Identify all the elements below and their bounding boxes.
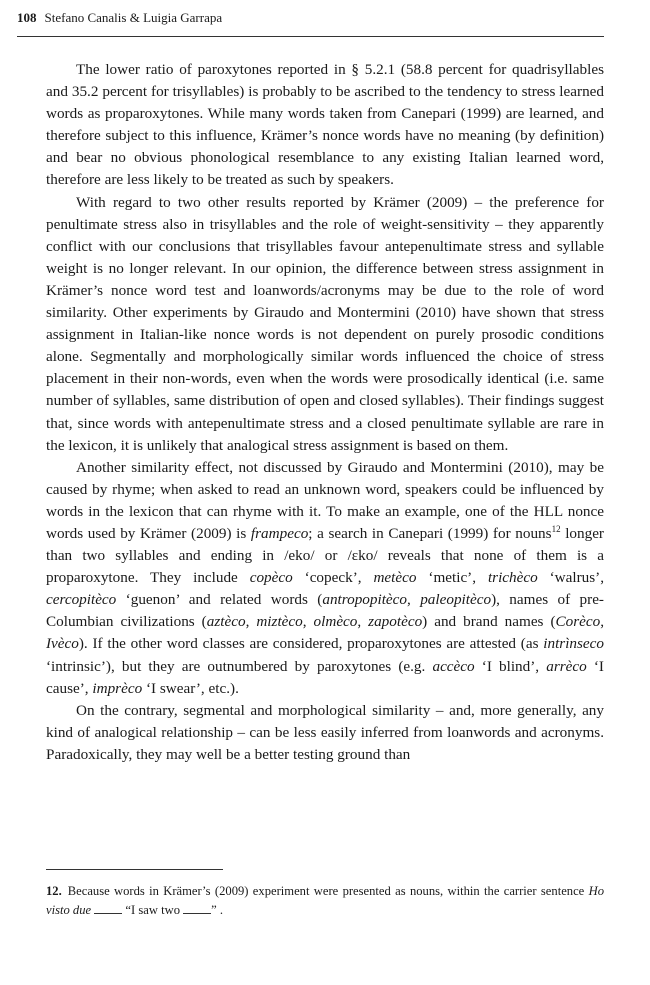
- page-number: 108: [17, 10, 37, 25]
- paragraph-2: With regard to two other results reported by Krämer (2009) – the preference for penultimate stress also in trisyllables and the role of weight-sensitivity – they apparently conflict with our conclusions that trisyllables favour antepenultimate stress and syllable weight is no longer relevant. In our opinion, the difference between stress assignment in Krämer’s nonce word test and loanwords/acronyms may be due to the role of word similarity. Other experiments by Giraudo and Montermini (2010) have shown that stress assignment in Italian-like nonce words is not dependent on purely prosodic conditions alone. Segmentally and morphologically similar words influenced the choice of stress placement in their non-words, even when the words were prosodically identical (i.e. same number of syllables, same distribution of open and closed syllables). Their findings suggest that, since words with antepenultimate stress and a closed penultimate syllable are rare in the lexicon, it is unlikely that analogical stress assignment is based on them.: [46, 193, 604, 454]
- paragraph-3: Another similarity effect, not discussed by Giraudo and Montermini (2010), may be caused by rhyme; when asked to read an unknown word, speakers could be influenced by words in the lexicon that can rhyme with it. To make an example, one of the HLL nonce words used by Krämer (2009) is frampeco; a search in Canepari (1999) for nouns$^{12}$ longer than two syllables and ending in /eko/ or /ɛko/ reveals that none of them is a proparoxytone. They include copèco ‘copeck’, metèco ‘metic’, trichèco ‘walrus’, cercopitèco ‘guenon’ and related words (antropopitèco, paleopitèco), names of pre-Columbian civilizations (aztèco, miztèco, olmèco, zapotèco) and brand names (Corèco, Ivèco). If the other word classes are considered, proparoxytones are attested (as intrìnseco ‘intrinsic’), but they are outnumbered by paroxytones (e.g. accèco ‘I blind’, arrèco ‘I cause’, imprèco ‘I swear’, etc.).: [46, 458, 605, 697]
- paragraph-4: On the contrary, segmental and morphological similarity – and, more generally, any kind of analogical relationship – can be less easily inferred from loanwords and acronyms. Paradoxically, they may well be a better testing ground than: [46, 701, 604, 763]
- blank-line: [94, 902, 122, 914]
- footnote-ref-12[interactable]: 12: [551, 523, 561, 534]
- footnote-italic: Ho visto due: [46, 884, 604, 917]
- running-header: [17, 10, 604, 37]
- body-text: [46, 59, 604, 766]
- paragraph-1: The lower ratio of paroxytones reported in § 5.2.1 (58.8 percent for quadrisyllables and 35.2 percent for trisyllables) is probably to be ascribed to the tendency to stress learned words as proparoxytones. While many words taken from Canepari (1999) are learned, and therefore subject to this influence, Krämer’s nonce words have no meaning (by definition) and bear no obvious phonological resemblance to any existing Italian learned word, therefore are less likely to be treated as such by speakers.: [46, 61, 604, 189]
- blank-line: [183, 902, 211, 914]
- footnote-12: 12. Because words in Krämer’s (2009) experiment were presented as nouns, within the carrier sentence Ho visto due “I saw two ” .: [46, 884, 604, 917]
- footnote-divider: [46, 869, 223, 870]
- term-frampeco: frampeco: [250, 524, 309, 542]
- footnote-number: 12.: [46, 884, 62, 898]
- header-authors: Stefano Canalis & Luigia Garrapa: [44, 10, 223, 25]
